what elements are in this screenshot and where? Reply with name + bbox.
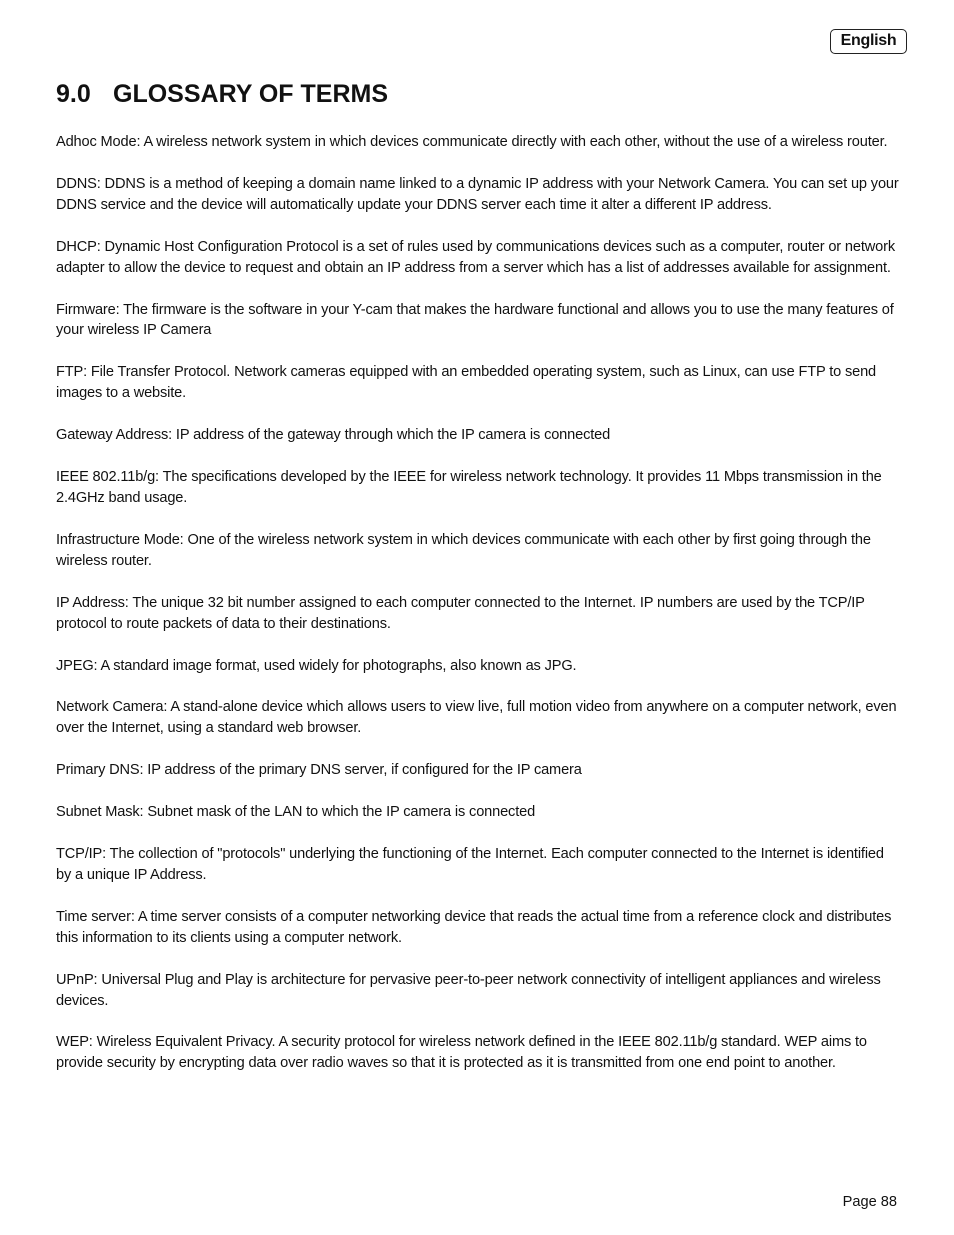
glossary-entry-infrastructure-mode: Infrastructure Mode: One of the wireless network system in which devices communicate with each other by first going through the wireless router. xyxy=(56,531,871,569)
page-number: Page 88 xyxy=(842,1194,897,1210)
glossary-entry-jpeg: JPEG: A standard image format, used widely for photographs, also known as JPG. xyxy=(56,657,577,674)
glossary-entry-ddns: DDNS: DDNS is a method of keeping a domain name linked to a dynamic IP address with your Network Camera. You can set up your DDNS service and the device will automatically update your DDNS server each time it alter a different IP address. xyxy=(56,175,899,213)
glossary-entry-adhoc-mode: Adhoc Mode: A wireless network system in which devices communicate directly with each other, without the use of a wireless router. xyxy=(56,134,888,150)
glossary-entry-time-server: Time server: A time server consists of a computer networking device that reads the actual time from a reference clock and distributes this information to its clients using a computer network. xyxy=(56,908,892,946)
section-number: 9.0 xyxy=(56,80,91,108)
glossary-list xyxy=(56,132,901,1095)
section-title: GLOSSARY OF TERMS xyxy=(113,80,389,108)
glossary-entry-subnet-mask: Subnet Mask: Subnet mask of the LAN to which the IP camera is connected xyxy=(56,804,536,821)
glossary-entry-tcp-ip: TCP/IP: The collection of "protocols" underlying the functioning of the Internet. Each computer connected to the Internet is identified by a unique IP Address. xyxy=(56,846,884,883)
glossary-entry-firmware: Firmware: The firmware is the software in your Y-cam that makes the hardware functional and allows you to use the many features of your wireless IP Camera xyxy=(56,301,894,339)
glossary-entry-primary-dns: Primary DNS: IP address of the primary DNS server, if configured for the IP camera xyxy=(56,762,582,779)
glossary-entry-dhcp: DHCP: Dynamic Host Configuration Protocol is a set of rules used by communications devices such as a computer, router or network adapter to allow the device to request and obtain an IP address from a server which has a list of addresses available for assignment. xyxy=(56,238,895,276)
glossary-entry-upnp: UPnP: Universal Plug and Play is architecture for pervasive peer-to-peer network connectivity of intelligent appliances and wireless devices. xyxy=(56,971,881,1009)
glossary-entry-ip-address: IP Address: The unique 32 bit number assigned to each computer connected to the Internet. IP numbers are used by the TCP/IP protocol to route packets of data to their destinations. xyxy=(56,594,865,632)
glossary-entry-wep: WEP: Wireless Equivalent Privacy. A security protocol for wireless network defined in the IEEE 802.11b/g standard. WEP aims to provide security by encrypting data over radio waves so that it is protected as it is transmitted from one end point to another. xyxy=(56,1034,867,1072)
glossary-entry-ieee-80211bg: IEEE 802.11b/g: The specifications developed by the IEEE for wireless network technology. It provides 11 Mbps transmission in the 2.4GHz band usage. xyxy=(56,469,882,506)
page-title xyxy=(56,78,388,110)
glossary-entry-ftp: FTP: File Transfer Protocol. Network cameras equipped with an embedded operating system, such as Linux, can use FTP to send images to a website. xyxy=(56,364,877,402)
glossary-entry-gateway-address: Gateway Address: IP address of the gateway through which the IP camera is connected xyxy=(56,427,611,444)
language-badge: English xyxy=(830,29,907,54)
glossary-entry-network-camera: Network Camera: A stand-alone device which allows users to view live, full motion video from anywhere on a computer network, even over the Internet, using a standard web browser. xyxy=(56,699,897,737)
